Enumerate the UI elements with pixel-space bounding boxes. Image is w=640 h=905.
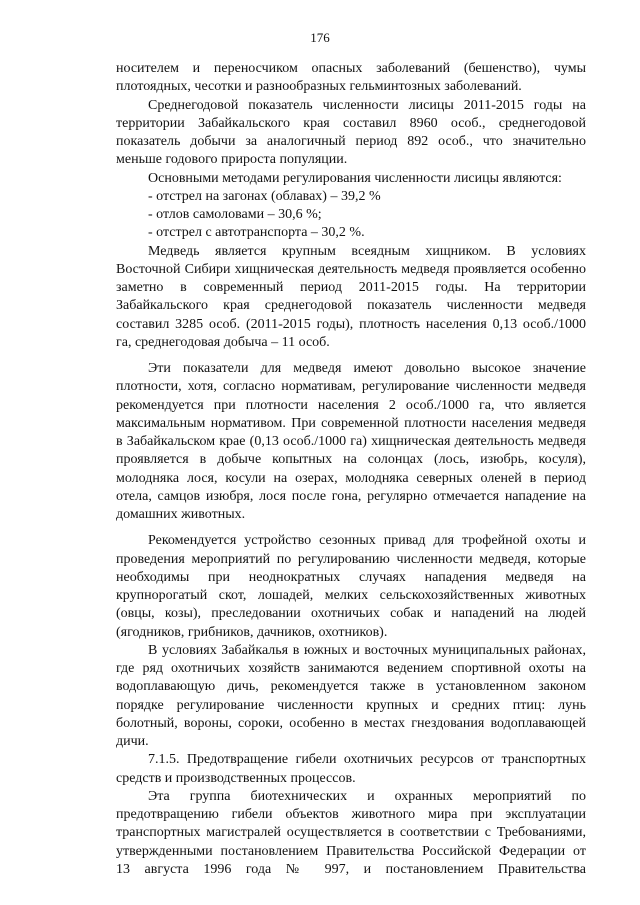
text-line: молодняка лося, косули на озерах, молодняка северных оленей в период (116, 470, 586, 486)
text-line: проведения мероприятий по регулированию численности медведя, которые (116, 551, 586, 567)
text-line: - отстрел с автотранспорта – 30,2 %. (148, 225, 365, 241)
text-line: средств и производственных процессов. (116, 770, 356, 786)
text-line: Восточной Сибири хищническая деятельность медведя проявляется особенно (116, 261, 586, 277)
text-line: - отлов самоловами – 30,6 %; (148, 207, 322, 222)
text-line: дичи. (116, 734, 149, 749)
text-line: утвержденными постановлением Правительства Российской Федерации от (116, 843, 586, 859)
text-line: га, среднегодовая добыча – 11 особ. (116, 334, 330, 350)
page-number: 176 (310, 30, 330, 45)
text-line: Забайкальского края среднегодовой показатель численности медведя (116, 298, 586, 314)
text-line: В условиях Забайкалья в южных и восточных муниципальных районах, (148, 642, 586, 658)
text-line: Среднегодовой показатель численности лисицы 2011-2015 годы на (148, 97, 586, 113)
text-line: болотный, вороны, сороки, особенно в местах гнездования водоплавающей (116, 715, 586, 731)
paragraph-gap (116, 352, 586, 360)
paragraph-gap (116, 524, 586, 532)
text-line: отела, самцов изюбря, лося после гона, регулярно отмечается нападение на (116, 488, 586, 504)
text-line: 13 августа 1996 года № 997, и постановлением Правительства (116, 861, 586, 877)
text-line: водоплавающую дичь, рекомендуется также в установленном законом (116, 679, 586, 695)
text-line: плотоядных, чесотки и разнообразных гельминтозных заболеваний. (116, 79, 522, 95)
document-body-text (116, 60, 586, 879)
text-line: плотности, хотя, согласно нормативам, регулирование численности медведя (116, 379, 586, 395)
text-line: показатель добычи за аналогичный период 892 особ., что значительно (116, 134, 586, 149)
text-line: необходимы при неоднократных случаях нападения медведя на (116, 569, 586, 585)
text-line: транспортных магистралей осуществляется в соответствии с Требованиями, (116, 825, 586, 841)
text-line: территории Забайкальского края составил 8960 особ., среднегодовой (116, 115, 586, 131)
text-line: Медведь является крупным всеядным хищником. В условиях (148, 243, 586, 259)
text-line: носителем и переносчиком опасных заболеваний (бешенство), чумы (116, 61, 586, 76)
text-line: - отстрел на загонах (облавах) – 39,2 % (148, 188, 381, 204)
text-line: 7.1.5. Предотвращение гибели охотничьих ресурсов от транспортных (148, 752, 586, 768)
text-line: заметно в современный период 2011-2015 годы. На территории (116, 280, 586, 295)
text-line: (ягодников, грибников, дачников, охотников). (116, 624, 388, 640)
text-line: порядке регулирование численности крупных и средних птиц: лунь (116, 697, 586, 713)
text-line: меньше годового прироста популяции. (116, 152, 348, 168)
text-line: крупнорогатый скот, лошадей, мелких сельскохозяйственных животных (116, 588, 586, 603)
text-line: где ряд охотничьих хозяйств занимаются ведением спортивной охоты на (116, 661, 586, 676)
text-line: предотвращению гибели объектов животного мира при эксплуатации (116, 807, 586, 822)
text-line: домашних животных. (116, 507, 246, 522)
text-line: в Забайкальском крае (0,13 особ./1000 га) хищническая деятельность медведя (116, 434, 586, 449)
text-line: Эта группа биотехнических и охранных мероприятий по (148, 788, 586, 804)
text-line: максимальным нормативом. При современной плотности населения медведя (116, 415, 586, 431)
text-line: рекомендуется при плотности населения 2 особ./1000 га, что является (116, 397, 586, 413)
text-line: (овцы, козы), преследовании охотничьих собак и нападений на людей (116, 606, 586, 622)
text-line: проявляется в добыче копытных на солонцах (лось, изюбрь, косуля), (116, 452, 586, 468)
text-line: Рекомендуется устройство сезонных привад для трофейной охоты и (148, 533, 586, 549)
text-line: Эти показатели для медведя имеют довольно высокое значение (148, 361, 586, 376)
text-line: Основными методами регулирования численности лисицы являются: (148, 170, 562, 186)
text-line: составил 3285 особ. (2011-2015 годы), плотность населения 0,13 особ./1000 (116, 316, 586, 332)
